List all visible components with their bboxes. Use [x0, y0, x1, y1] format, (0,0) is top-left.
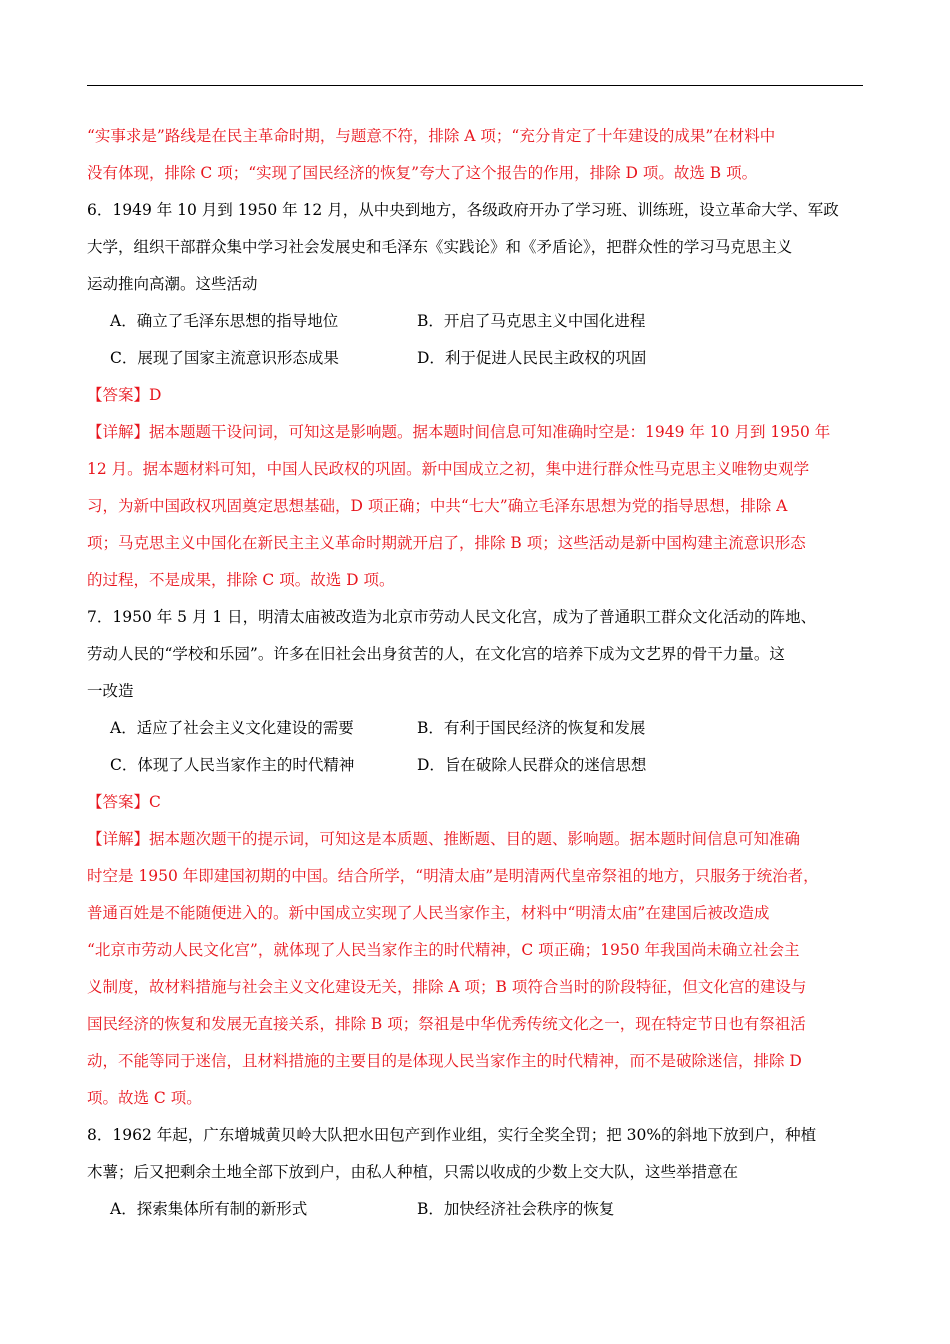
option-b: B．有利于国民经济的恢复和发展	[417, 719, 646, 737]
explanation-line: 【详解】据本题次题干的提示词，可知这是本质题、推断题、目的题、影响题。据本题时间信息可知准确	[87, 830, 801, 848]
explanation-line: 普通百姓是不能随便进入的。新中国成立实现了人民当家作主，材料中“明清太庙”在建国后被改造成	[87, 904, 770, 922]
option-d: D．利于促进人民民主政权的巩固	[417, 349, 647, 367]
explanation-line: 习，为新中国政权巩固奠定思想基础，D 项正确；中共“七大”确立毛泽东思想为党的指导思想，排除 A	[87, 497, 788, 515]
explanation-line: 12 月。据本题材料可知，中国人民政权的巩固。新中国成立之初，集中进行群众性马克思主义唯物史观学	[87, 460, 810, 478]
explanation-line: “实事求是”路线是在民主革命时期，与题意不符，排除 A 项；“充分肯定了十年建设的成果”在材料中	[87, 127, 776, 145]
option-c: C．展现了国家主流意识形态成果	[110, 349, 339, 367]
explanation-line: 国民经济的恢复和发展无直接关系，排除 B 项；祭祖是中华优秀传统文化之一，现在特定节日也有祭祖活	[87, 1015, 806, 1033]
question-stem-line: 8．1962 年起，广东增城黄贝岭大队把水田包产到作业组，实行全奖全罚；把 30%的斜地下放到户，种植	[87, 1126, 817, 1144]
option-b: B．加快经济社会秩序的恢复	[417, 1200, 615, 1218]
question-6	[87, 192, 867, 599]
answer-label: 【答案】D	[87, 386, 162, 404]
question-stem-line: 劳动人民的“学校和乐园”。许多在旧社会出身贫苦的人，在文化宫的培养下成为文艺界的骨干力量。这	[87, 645, 785, 663]
options-row	[87, 710, 867, 747]
options-row	[87, 1191, 867, 1228]
prev-explanation	[87, 118, 867, 192]
explanation-line: “北京市劳动人民文化宫”，就体现了人民当家作主的时代精神，C 项正确；1950 年我国尚未确立社会主	[87, 941, 800, 959]
option-a: A．探索集体所有制的新形式	[110, 1200, 308, 1218]
option-a: A．确立了毛泽东思想的指导地位	[110, 312, 339, 330]
option-d: D．旨在破除人民群众的迷信思想	[417, 756, 647, 774]
explanation-line: 【详解】据本题题干设问词，可知这是影响题。据本题时间信息可知准确时空是：1949 年 10 月到 1950 年	[87, 423, 831, 441]
document-content	[87, 118, 867, 1228]
options-row	[87, 747, 867, 784]
question-7	[87, 599, 867, 1117]
question-stem-line: 7．1950 年 5 月 1 日，明清太庙被改造为北京市劳动人民文化宫，成为了普通职工群众文化活动的阵地、	[87, 608, 817, 626]
explanation-line: 没有体现，排除 C 项；“实现了国民经济的恢复”夸大了这个报告的作用，排除 D 项。故选 B 项。	[87, 164, 758, 182]
options-row	[87, 303, 867, 340]
explanation-line: 义制度，故材料措施与社会主义文化建设无关，排除 A 项；B 项符合当时的阶段特征，但文化宫的建设与	[87, 978, 807, 996]
question-8	[87, 1117, 867, 1228]
explanation-line: 动，不能等同于迷信，且材料措施的主要目的是体现人民当家作主的时代精神，而不是破除迷信，排除 D	[87, 1052, 802, 1070]
question-stem-line: 运动推向高潮。这些活动	[87, 275, 258, 293]
question-stem-line: 木薯；后又把剩余土地全部下放到户，由私人种植，只需以收成的少数上交大队，这些举措意在	[87, 1163, 739, 1181]
explanation-line: 项；马克思主义中国化在新民主主义革命时期就开启了，排除 B 项；这些活动是新中国构建主流意识形态	[87, 534, 806, 552]
explanation-line: 项。故选 C 项。	[87, 1089, 202, 1107]
explanation-line: 时空是 1950 年即建国初期的中国。结合所学，“明清太庙”是明清两代皇帝祭祖的地方，只服务于统治者，	[87, 867, 819, 885]
question-stem-line: 6．1949 年 10 月到 1950 年 12 月，从中央到地方，各级政府开办了学习班、训练班，设立革命大学、军政	[87, 201, 839, 219]
question-stem-line: 大学，组织干部群众集中学习社会发展史和毛泽东《实践论》和《矛盾论》，把群众性的学习马克思主义	[87, 238, 793, 256]
option-b: B．开启了马克思主义中国化进程	[417, 312, 646, 330]
header-rule	[87, 85, 863, 86]
option-c: C．体现了人民当家作主的时代精神	[110, 756, 355, 774]
question-stem-line: 一改造	[87, 682, 134, 700]
options-row	[87, 340, 867, 377]
answer-label: 【答案】C	[87, 793, 161, 811]
option-a: A．适应了社会主义文化建设的需要	[110, 719, 354, 737]
explanation-line: 的过程，不是成果，排除 C 项。故选 D 项。	[87, 571, 395, 589]
